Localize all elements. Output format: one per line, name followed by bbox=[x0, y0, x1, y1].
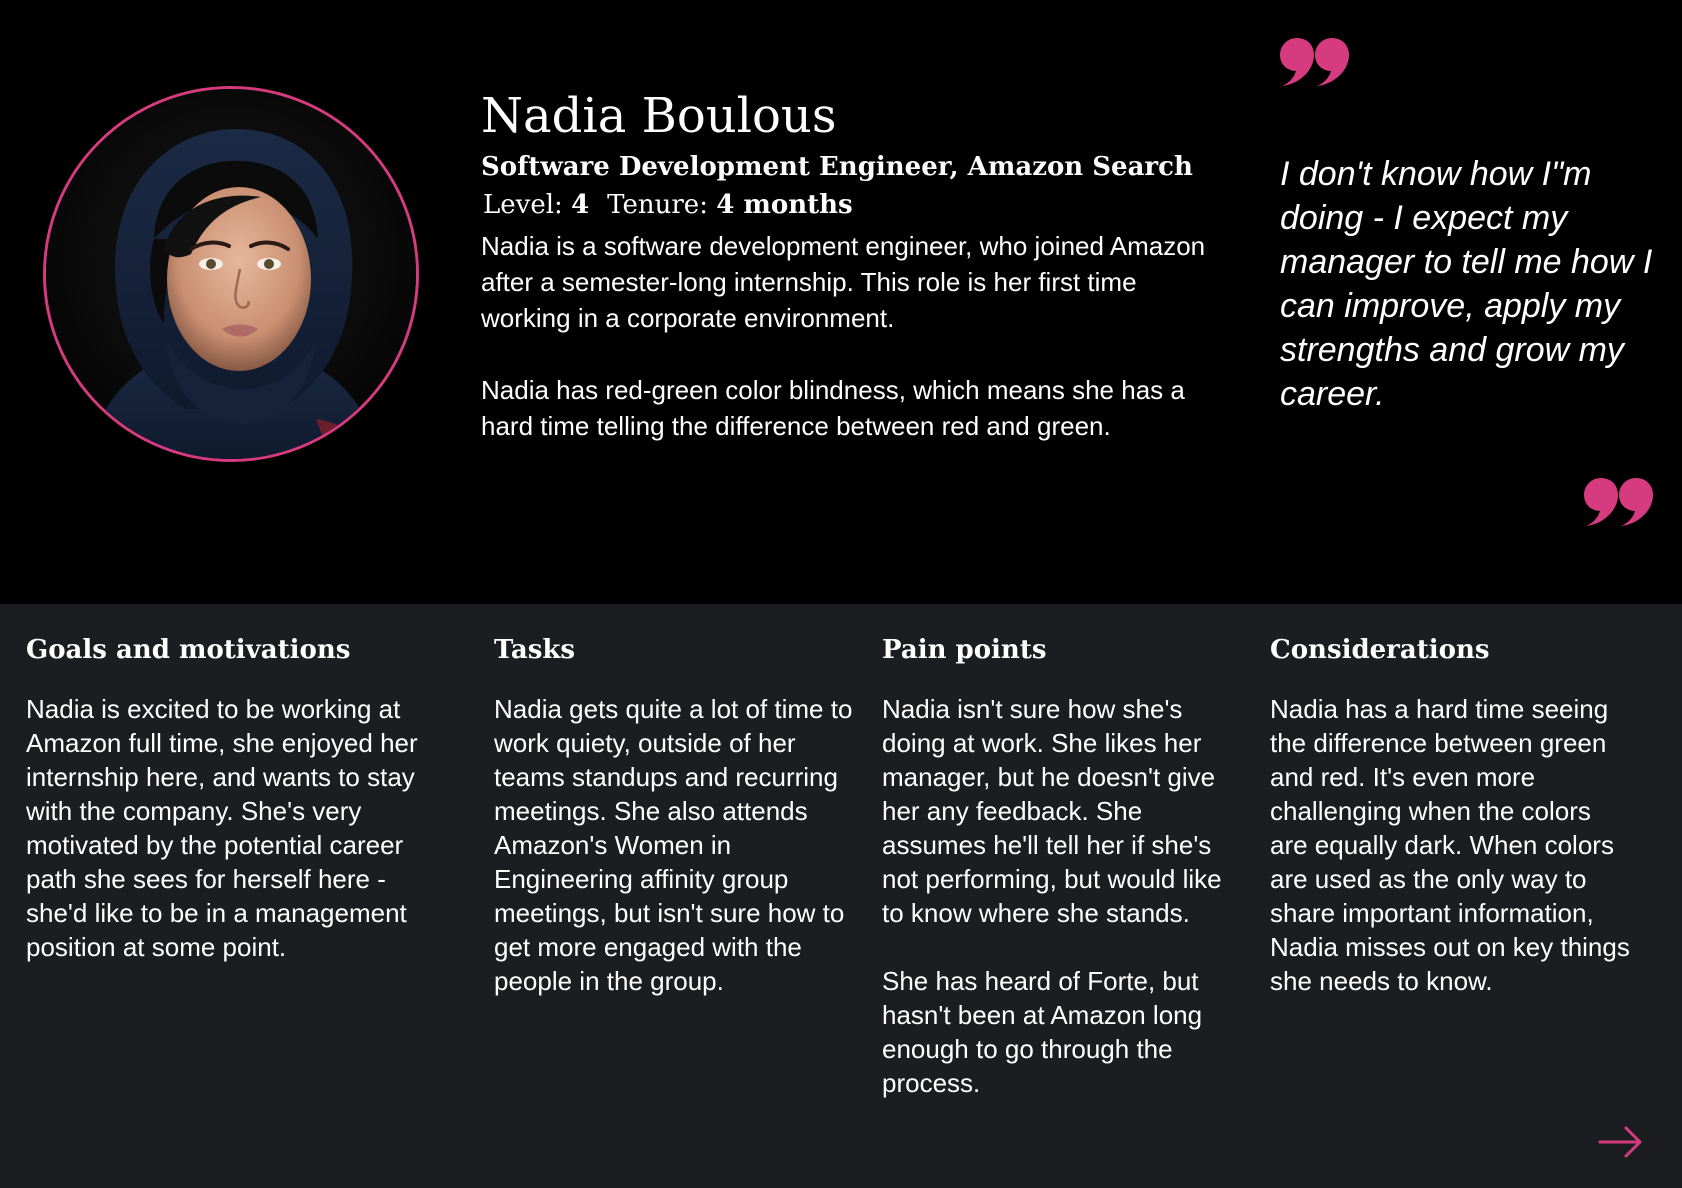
section-paragraph: Nadia isn't sure how she's doing at work. She likes her manager, but he doesn't give her any feedback. She assumes he'll tell her if she's not performing, but would like to know where she stands. bbox=[882, 694, 1222, 928]
tenure-label: Tenure: bbox=[607, 190, 708, 220]
section-paragraph: Nadia has a hard time seeing the difference between green and red. It's even more challenging when the colors are equally dark. When colors are used as the only way to share important information, Nadia misses out on key things she needs to know. bbox=[1270, 694, 1630, 996]
section-heading: Considerations bbox=[1270, 635, 1490, 665]
persona-quote: I don't know how I"m doing - I expect my manager to tell me how I can improve, apply my strengths and grow my career. bbox=[1280, 155, 1653, 413]
section-heading: Goals and motivations bbox=[26, 635, 351, 665]
section-heading: Pain points bbox=[882, 635, 1047, 665]
section-body bbox=[882, 692, 1242, 1100]
section-heading: Tasks bbox=[494, 635, 575, 665]
arrow-right-icon[interactable] bbox=[1598, 1122, 1644, 1162]
bio-paragraph: Nadia is a software development engineer, who joined Amazon after a semester-long internship. This role is her first time working in a corporate environment. bbox=[481, 231, 1206, 333]
section-considerations bbox=[1270, 630, 1630, 1032]
persona-role: Software Development Engineer, Amazon Search bbox=[481, 152, 1193, 182]
persona-meta bbox=[483, 188, 853, 222]
section-body bbox=[1270, 692, 1630, 998]
persona-name: Nadia Boulous bbox=[481, 88, 837, 144]
bio-paragraph: Nadia has red-green color blindness, which means she has a hard time telling the difference between red and green. bbox=[481, 375, 1185, 441]
level-value: 4 bbox=[571, 190, 590, 220]
open-quote-icon bbox=[1280, 38, 1350, 88]
persona-bio bbox=[481, 228, 1221, 480]
tenure-value: 4 months bbox=[716, 190, 853, 220]
section-body bbox=[26, 692, 446, 964]
section-tasks bbox=[494, 630, 854, 1032]
avatar bbox=[43, 86, 419, 462]
persona-details bbox=[0, 604, 1682, 1188]
close-quote-icon bbox=[1584, 478, 1654, 528]
section-paragraph: Nadia gets quite a lot of time to work quiety, outside of her teams standups and recurring meetings. She also attends Amazon's Women in Engineering affinity group meetings, but isn't sure how to get more engaged with the people in the group. bbox=[494, 694, 853, 996]
section-body bbox=[494, 692, 854, 998]
section-paragraph: She has heard of Forte, but hasn't been at Amazon long enough to go through the process. bbox=[882, 966, 1203, 1098]
section-paragraph: Nadia is excited to be working at Amazon full time, she enjoyed her internship here, and wants to stay with the company. She's very motivated by the potential career path she sees for herself here - she'd like to be in a management position at some point. bbox=[26, 694, 418, 962]
level-label: Level: bbox=[483, 190, 563, 220]
section-pain-points bbox=[882, 630, 1242, 1134]
section-goals bbox=[26, 630, 446, 998]
avatar-portrait-image bbox=[46, 89, 416, 459]
